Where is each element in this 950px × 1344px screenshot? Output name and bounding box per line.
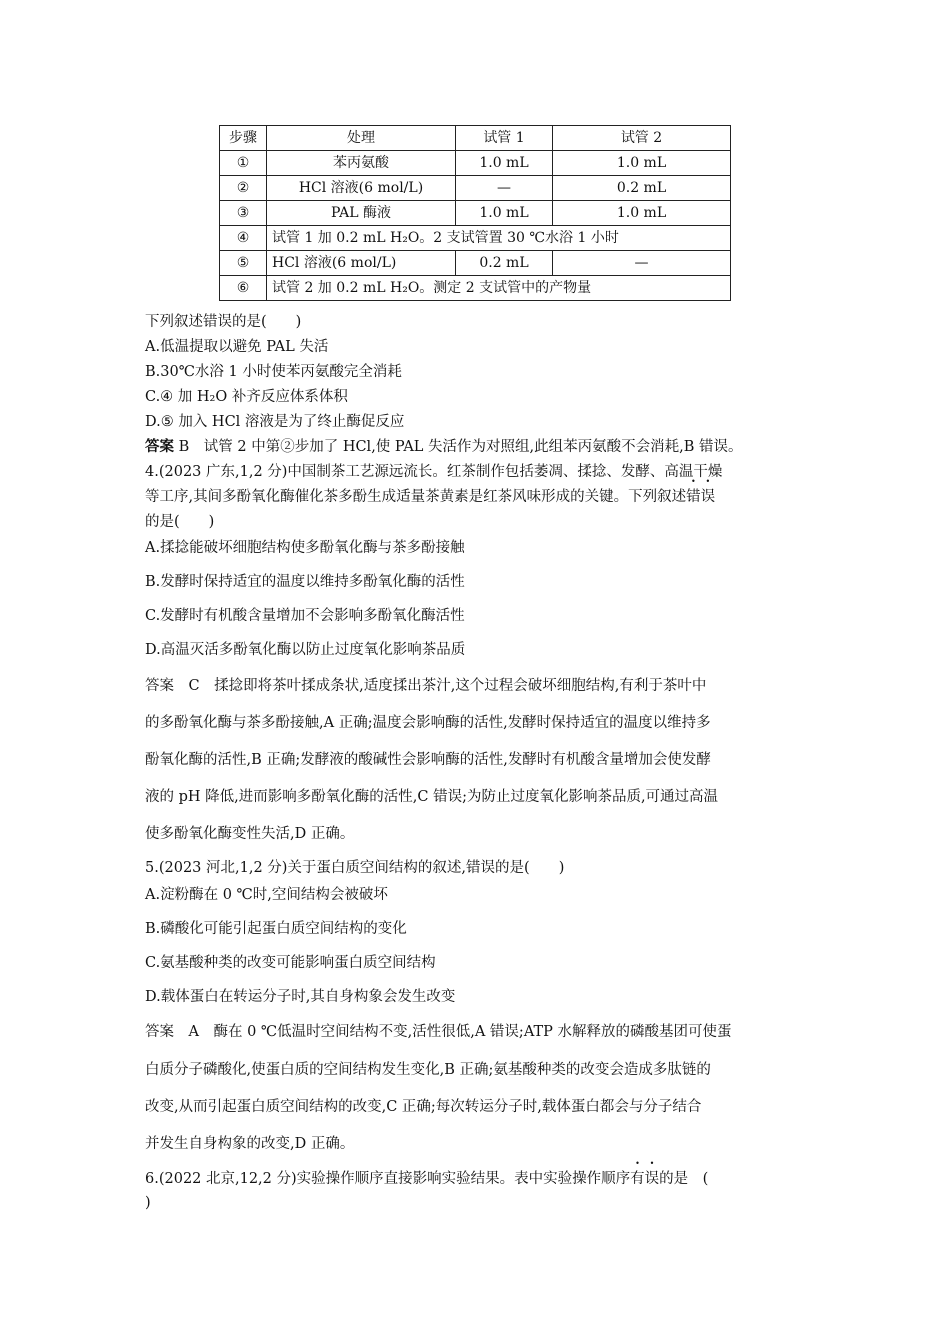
q5-option-b: B.磷酸化可能引起蛋白质空间结构的变化 [145,921,407,937]
q6-stem-text: 6.(2022 北京,12,2 分)实验操作顺序直接影响实验结果。表中实验操作顺序 [145,1171,631,1187]
treatment-cell: HCl 溶液(6 mol/L) [267,176,456,201]
table-row [220,226,731,251]
table-row [220,151,731,176]
step-cell: ① [220,151,267,176]
treatment-cell: PAL 酶液 [267,201,456,226]
step-cell: ③ [220,201,267,226]
q5-answer-line: 并发生自身构象的改变,D 正确。 [145,1136,355,1152]
merged-cell: 试管 1 加 0.2 mL H₂O。2 支试管置 30 ℃水浴 1 小时 [267,226,731,251]
tube2-cell: 1.0 mL [553,151,731,176]
q5-answer-line: 答案 A 酶在 0 ℃低温时空间结构不变,活性很低,A 错误;ATP 水解释放的磷酸基团可使蛋 [145,1024,732,1040]
q4-answer-line: 使多酚氧化酶变性失活,D 正确。 [145,826,355,842]
treatment-cell: 苯丙氨酸 [267,151,456,176]
q3-option-b: B.30℃水浴 1 小时使苯丙氨酸完全消耗 [145,364,402,380]
step-cell: ⑤ [220,251,267,276]
table-row [220,201,731,226]
tube2-cell: — [553,251,731,276]
q4-option-c: C.发酵时有机酸含量增加不会影响多酚氧化酶活性 [145,608,465,624]
q4-answer-line: 的多酚氧化酶与茶多酚接触,A 正确;温度会影响酶的活性,发酵时保持适宜的温度以维持多 [145,715,711,731]
answer-label: 答案 [145,438,174,455]
q4-option-a: A.揉捻能破坏细胞结构使多酚氧化酶与茶多酚接触 [145,540,465,556]
table-row [220,276,731,301]
step-cell: ⑥ [220,276,267,301]
tube2-cell: 0.2 mL [553,176,731,201]
header-treatment: 处理 [267,126,456,151]
experiment-steps-table [219,125,731,301]
q5-option-a: A.淀粉酶在 0 ℃时,空间结构会被破坏 [145,887,388,903]
q4-option-d: D.高温灭活多酚氧化酶以防止过度氧化影响茶品质 [145,642,466,658]
q4-stem-line-2 [145,487,715,507]
merged-cell: 试管 2 加 0.2 mL H₂O。测定 2 支试管中的产物量 [267,276,731,301]
q6-stem-line-2: ) [145,1195,151,1211]
tube2-cell: 1.0 mL [553,201,731,226]
q3-stem: 下列叙述错误的是( ) [145,314,302,330]
q5-option-d: D.载体蛋白在转运分子时,其自身构象会发生改变 [145,989,456,1005]
tube1-cell: 1.0 mL [456,151,553,176]
q4-answer-line: 答案 C 揉捻即将茶叶揉成条状,适度揉出茶汁,这个过程会破坏细胞结构,有利于茶叶中 [145,678,707,694]
header-tube-2: 试管 2 [553,126,731,151]
q3-option-d: D.⑤ 加入 HCl 溶液是为了终止酶促反应 [145,414,405,430]
tube1-cell: 0.2 mL [456,251,553,276]
q5-option-c: C.氨基酸种类的改变可能影响蛋白质空间结构 [145,955,436,971]
table-row [220,251,731,276]
header-tube-1: 试管 1 [456,126,553,151]
q5-stem: 5.(2023 河北,1,2 分)关于蛋白质空间结构的叙述,错误的是( ) [145,860,565,876]
q4-stem-line-1: 4.(2023 广东,1,2 分)中国制茶工艺源远流长。红茶制作包括萎凋、揉捻、发酵、高温干燥 [145,464,723,480]
tube1-cell: — [456,176,553,201]
tube1-cell: 1.0 mL [456,201,553,226]
emphasis-char: 有 [630,1171,645,1187]
q4-answer-line: 酚氧化酶的活性,B 正确;发酵液的酸碱性会影响酶的活性,发酵时有机酸含量增加会使发酵 [145,752,711,768]
q5-answer-line: 改变,从而引起蛋白质空间结构的改变,C 正确;每次转运分子时,载体蛋白都会与分子结合 [145,1099,702,1115]
answer-text: B 试管 2 中第②步加了 HCl,使 PAL 失活作为对照组,此组苯丙氨酸不会消耗,B 错误。 [174,439,743,455]
q3-option-a: A.低温提取以避免 PAL 失活 [145,339,329,355]
emphasis-char: 误 [644,1171,660,1187]
treatment-cell: HCl 溶液(6 mol/L) [267,251,456,276]
q6-stem-tail: 的是 ( [659,1171,709,1187]
q3-answer [145,437,743,457]
q4-stem-line-3: 的是( ) [145,514,215,530]
emphasis-char: 错 [686,489,701,505]
table-header-row [220,126,731,151]
q4-option-b: B.发酵时保持适宜的温度以维持多酚氧化酶的活性 [145,574,465,590]
q5-answer-line: 白质分子磷酸化,使蛋白质的空间结构发生变化,B 正确;氨基酸种类的改变会造成多肽链的 [145,1062,711,1078]
step-cell: ④ [220,226,267,251]
q4-stem-text: 等工序,其间多酚氧化酶催化茶多酚生成适量茶黄素是红茶风味形成的关键。下列叙述 [145,489,687,505]
table-row [220,176,731,201]
q6-stem-line-1 [145,1169,708,1189]
q3-option-c: C.④ 加 H₂O 补齐反应体系体积 [145,389,348,405]
header-step: 步骤 [220,126,267,151]
q4-answer-line: 液的 pH 降低,进而影响多酚氧化酶的活性,C 错误;为防止过度氧化影响茶品质,可通过高温 [145,789,719,805]
emphasis-char: 误 [700,489,716,505]
step-cell: ② [220,176,267,201]
